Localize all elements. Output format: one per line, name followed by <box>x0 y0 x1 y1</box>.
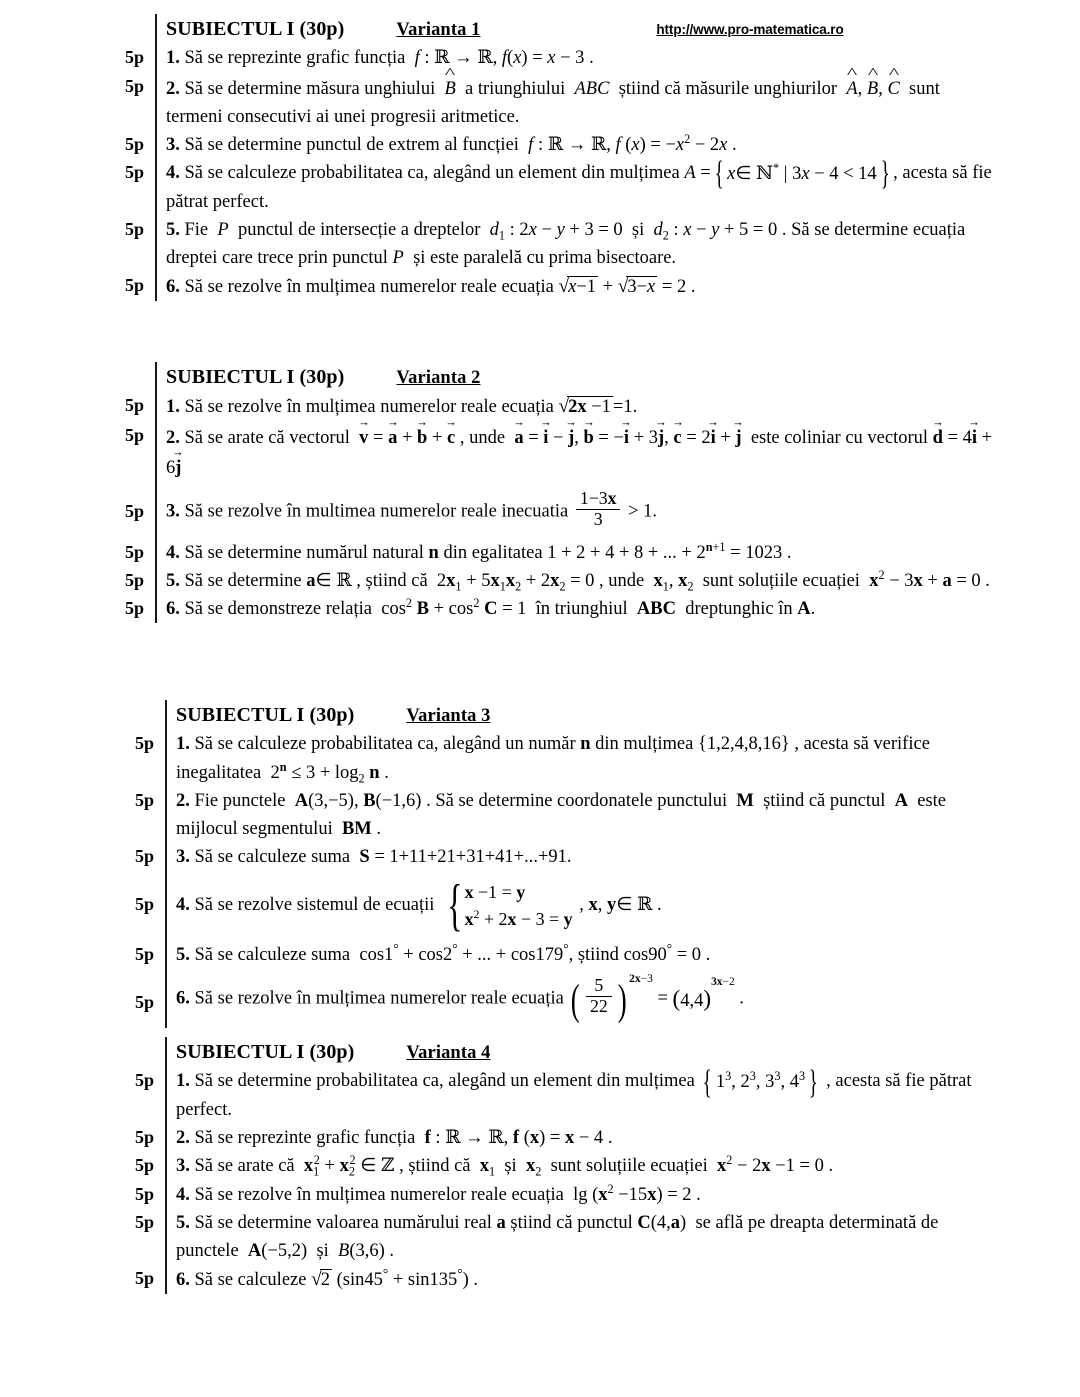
problem-text-1: 1. Să se reprezinte grafic funcția f : ℝ → ℝ, f(x) = x − 3 . <box>166 47 594 69</box>
problem-row <box>108 422 1013 482</box>
problem-number: 6. <box>166 599 180 620</box>
problem-text-6: 6. Să se rezolve în mulțimea numerelor reale ecuația ( $\frac{5}{22}$ ) $^{2x-3} = (4,4)^{3x-2}$ . <box>176 973 744 1024</box>
problem-row <box>108 272 1008 302</box>
points-4: 5p <box>124 161 144 182</box>
vertical-rule <box>165 1124 167 1152</box>
problem-row <box>108 539 1013 567</box>
points-5: 5p <box>124 218 144 239</box>
problem-number: 5. <box>166 219 180 240</box>
problem-number: 6. <box>176 988 190 1009</box>
points-6: 5p <box>134 1267 154 1288</box>
problem-text-1: 1. Să se rezolve în mulțimea numerelor reale ecuația √2x −1 =1. <box>166 396 638 418</box>
points-2: 5p <box>134 789 154 810</box>
vertical-rule <box>165 1152 167 1180</box>
problem-text-4: 4. Să se determine numărul natural n din egalitatea 1 + 2 + 4 + 8 + ... + $2^{n+1} = 1023$ . <box>166 539 792 563</box>
problem-number: 3. <box>176 1156 190 1177</box>
points-3: 5p <box>134 845 154 866</box>
variant-label: Varianta 4 <box>406 1043 491 1063</box>
problem-row <box>108 392 1013 422</box>
vertical-rule <box>155 595 157 623</box>
problem-text-2: 2. Să se reprezinte grafic funcția f : ℝ → ℝ, f (x) = x − 4 . <box>176 1127 613 1149</box>
problem-text-3: 3. Să se calculeze suma S = 1+11+21+31+41+...+91. <box>176 846 572 867</box>
problem-number: 4. <box>176 895 190 916</box>
section-varianta-3 <box>118 700 1008 1028</box>
variant-label: Varianta 1 <box>396 20 481 40</box>
section-title: SUBIECTUL I (30p) <box>166 18 345 40</box>
vertical-rule <box>155 482 157 539</box>
vertical-rule <box>155 14 157 44</box>
problem-number: 4. <box>166 542 180 563</box>
vertical-rule <box>165 1067 167 1124</box>
problem-number: 6. <box>166 276 180 297</box>
problem-number: 5. <box>166 571 180 592</box>
problem-row <box>108 482 1013 539</box>
problem-number: 2. <box>166 427 180 448</box>
vertical-rule <box>155 73 157 131</box>
problem-text-2: 2. Să se determine măsura unghiului ^ B a triunghiului ABC știind că măsurile unghiurilor ^ A, ^ B, ^ C sunt termeni consecutivi ai unei progresii aritmetice. <box>166 73 1008 131</box>
section-header-row <box>108 362 1013 392</box>
problem-row <box>108 131 1008 159</box>
problem-text-4: 4. Să se rezolve în mulțimea numerelor reale ecuația $\lg (x^2 -15x) = 2$ . <box>176 1181 701 1205</box>
points-5: 5p <box>124 570 144 591</box>
problem-text-5: 5. Să se determine valoarea numărului real a știind că punctul C(4,a) se află pe dreapta determinată de punctele A(−5,2) și B(3,6) . <box>176 1212 939 1261</box>
problem-text-6: 6. Să se calculeze √2 (sin45° + sin135°) . <box>176 1265 478 1290</box>
vertical-rule <box>165 969 167 1028</box>
points-2: 5p <box>124 75 144 96</box>
problem-text-6: 6. Să se demonstreze relația $\cos^2 B + \cos^2 C = 1$ în triunghiul ABC dreptunghic în A. <box>166 595 816 620</box>
points-4: 5p <box>134 1183 154 1204</box>
vertical-rule <box>165 1265 167 1295</box>
problem-number: 3. <box>176 846 190 867</box>
points-1: 5p <box>124 395 144 416</box>
problem-row <box>118 1063 998 1124</box>
points-3: 5p <box>124 133 144 154</box>
problem-text-3: 3. Să se determine punctul de extrem al funcției f : ℝ → ℝ, f $(x) = -x^2 - 2x$ . <box>166 131 737 155</box>
problem-row <box>118 1152 998 1180</box>
vertical-rule <box>165 1181 167 1209</box>
problem-row <box>118 730 1008 786</box>
section-title: SUBIECTUL I (30p) <box>176 704 355 726</box>
problem-row <box>108 567 1013 595</box>
problem-text-6: 6. Să se rezolve în mulțimea numerelor reale ecuația √x−1 + √3−x = 2 . <box>166 275 696 297</box>
problem-number: 5. <box>176 944 190 965</box>
problem-text-2: 2. Fie punctele A(3,−5), B(−1,6) . Să se determine coordonatele punctului M știind că punctul A este mijlocul segmentului BM . <box>176 790 947 839</box>
section-title-content <box>166 362 1013 392</box>
problem-number: 1. <box>176 734 190 755</box>
vertical-rule <box>155 272 157 302</box>
problem-text-4: 4. Să se calculeze probabilitatea ca, alegând un element din mulțimea A = { x∈ ℕ* | 3x − 4 < 14 } , acesta să fie pătrat perfect. <box>166 155 992 212</box>
problem-text-4: 4. Să se rezolve sistemul de ecuații { x −1 = y $x^2 + 2x - 3 = y$ , x, y∈ ℝ . <box>176 874 662 938</box>
problem-number: 6. <box>176 1269 190 1290</box>
section-title-content <box>166 14 1008 44</box>
section-header-row <box>118 1037 998 1067</box>
vertical-rule <box>155 567 157 595</box>
problem-row <box>118 969 1008 1028</box>
problem-row <box>118 941 1008 969</box>
section-title-content <box>176 1037 998 1067</box>
problem-row <box>118 1265 998 1295</box>
problem-text-5: 5. Să se determine a∈ ℝ , știind că $2x_1 + 5x_1x_2 + 2x_2 = 0$ , unde $x_1$, $x_2$ sunt soluțiile ecuației $x^2 - 3x + a = 0$ . <box>166 567 990 594</box>
section-title-content <box>176 700 1008 730</box>
section-title: SUBIECTUL I (30p) <box>166 366 345 388</box>
problem-text-2: 2. Să se arate că vectorul → v = → a + → b + → c , unde → a = → i − → j, → b = −→ i + 3→ j, → c = 2→ i + → j este coliniar cu vectorul → d = 4→ i + 6→ j <box>166 422 1013 482</box>
points-2: 5p <box>134 1127 154 1148</box>
problem-number: 1. <box>166 48 180 69</box>
points-5: 5p <box>134 943 154 964</box>
problem-text-1: 1. Să se calculeze probabilitatea ca, alegând un număr n din mulțimea {1,2,4,8,16} , acesta să verifice inegalitatea $2^n \le 3 + \log_2 n$ . <box>176 734 930 786</box>
vertical-rule <box>165 871 167 941</box>
points-6: 5p <box>124 598 144 619</box>
problem-number: 4. <box>176 1184 190 1205</box>
problem-row <box>118 871 1008 941</box>
problem-row <box>118 843 1008 871</box>
section-header-row <box>118 700 1008 730</box>
problem-text-1: 1. Să se determine probabilitatea ca, alegând un element din mulțimea { $1^3$, $2^3$, $3^3$, $4^3$ } , acesta să fie pătrat perfect. <box>176 1063 972 1121</box>
variant-label: Varianta 3 <box>406 706 491 726</box>
points-3: 5p <box>134 1155 154 1176</box>
section-title: SUBIECTUL I (30p) <box>176 1041 355 1063</box>
problem-number: 3. <box>166 501 180 522</box>
points-6: 5p <box>134 991 154 1012</box>
problem-number: 3. <box>166 134 180 155</box>
problem-number: 1. <box>166 397 180 418</box>
points-6: 5p <box>124 274 144 295</box>
problem-row <box>118 1209 998 1265</box>
problem-row <box>108 73 1008 131</box>
vertical-rule <box>155 539 157 567</box>
vertical-rule <box>165 700 167 730</box>
vertical-rule <box>165 843 167 871</box>
points-1: 5p <box>124 47 144 68</box>
problem-text-5: 5. Să se calculeze suma cos1° + cos2° + ... + cos179°, știind cos90° = 0 . <box>176 940 711 965</box>
section-varianta-4 <box>118 1037 998 1294</box>
vertical-rule <box>165 1209 167 1265</box>
problem-number: 2. <box>166 78 180 99</box>
vertical-rule <box>155 392 157 422</box>
problem-row <box>108 595 1013 623</box>
points-3: 5p <box>124 501 144 522</box>
problem-row <box>108 155 1008 216</box>
problem-number: 2. <box>176 1128 190 1149</box>
problem-text-3: 3. Să se rezolve în multimea numerelor reale inecuatia $\frac{1-3x}{3}$ > 1. <box>166 488 658 530</box>
vertical-rule <box>155 131 157 159</box>
problem-row <box>118 787 1008 843</box>
points-4: 5p <box>134 893 154 914</box>
vertical-rule <box>155 159 157 216</box>
header-url: http://www.pro-matematica.ro <box>656 22 844 37</box>
problem-number: 1. <box>176 1071 190 1092</box>
vertical-rule <box>165 730 167 786</box>
problem-row <box>108 216 1008 272</box>
problem-text-5: 5. Fie P punctul de intersecție a dreptelor $d_1$ : 2x − y + 3 = 0 și $d_2$ : x − y + 5 = 0 . Să se determine ecuația dreptei care trece prin punctul P și este paralelă cu prima bisectoare. <box>166 219 966 268</box>
variant-label: Varianta 2 <box>396 368 481 388</box>
problem-number: 2. <box>176 790 190 811</box>
points-4: 5p <box>124 541 144 562</box>
vertical-rule <box>165 787 167 843</box>
section-varianta-1 <box>108 14 1008 301</box>
problem-row <box>118 1181 998 1209</box>
points-5: 5p <box>134 1211 154 1232</box>
points-2: 5p <box>124 424 144 445</box>
vertical-rule <box>155 362 157 392</box>
vertical-rule <box>165 1037 167 1067</box>
problem-number: 5. <box>176 1212 190 1233</box>
vertical-rule <box>155 422 157 482</box>
vertical-rule <box>155 216 157 272</box>
problem-number: 4. <box>166 162 180 183</box>
section-varianta-2 <box>108 362 1013 623</box>
points-1: 5p <box>134 733 154 754</box>
problem-row <box>118 1124 998 1152</box>
vertical-rule <box>155 44 157 72</box>
vertical-rule <box>165 941 167 969</box>
problem-text-3: 3. Să se arate că $x_1^2 + x_2^2$ ∈ ℤ , știind că $x_1$ și $x_2$ sunt soluțiile ecuației $x^2 - 2x -1 = 0$ . <box>176 1153 834 1180</box>
points-1: 5p <box>134 1070 154 1091</box>
section-header-row <box>108 14 1008 44</box>
